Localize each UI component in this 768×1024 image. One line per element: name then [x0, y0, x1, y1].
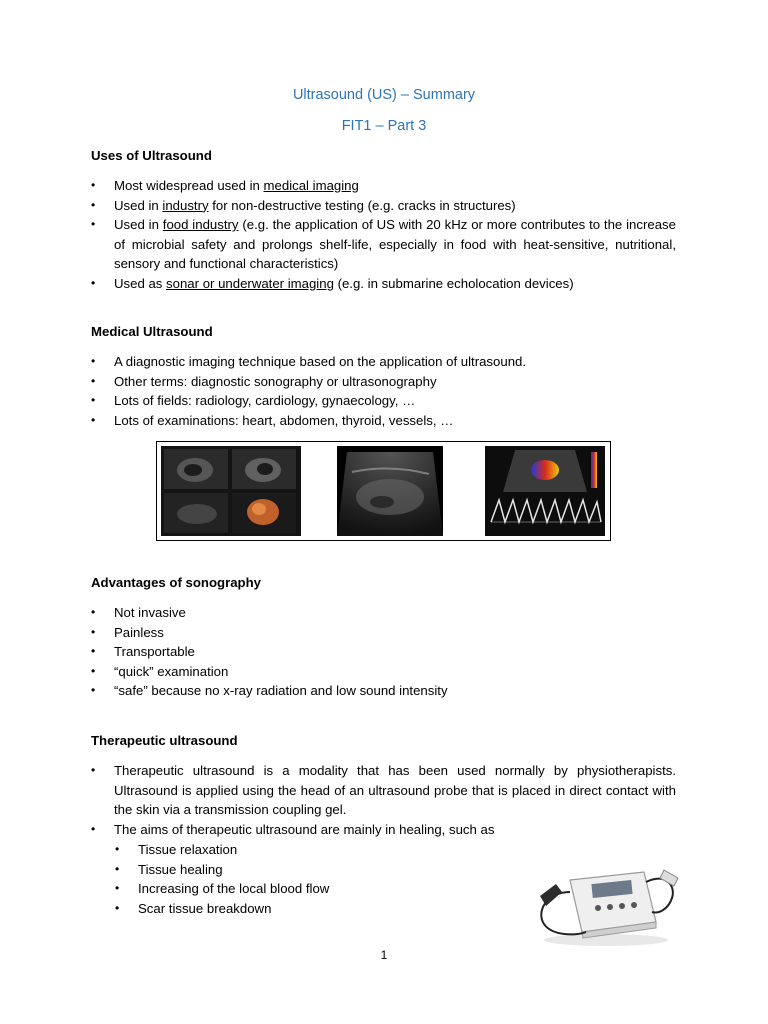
uses-list — [114, 176, 676, 294]
list-item: • Lots of fields: radiology, cardiology, gynaecology, … — [114, 391, 676, 411]
term-sonar: sonar or underwater imaging — [166, 275, 334, 291]
list-item: • Lots of examinations: heart, abdomen, thyroid, vessels, … — [114, 411, 676, 431]
heading-medical: Medical Ultrasound — [91, 324, 213, 339]
list-item: • Transportable — [114, 642, 676, 662]
list-item: • Most widespread used in medical imaging — [114, 176, 676, 196]
doppler-ultrasound-image — [485, 446, 605, 536]
heading-uses: Uses of Ultrasound — [91, 148, 212, 163]
list-item: • Increasing of the local blood flow — [138, 879, 518, 899]
list-item: • “quick” examination — [114, 662, 676, 682]
therapeutic-device-image — [526, 852, 686, 948]
heading-therapeutic: Therapeutic ultrasound — [91, 733, 238, 748]
ultrasound-images — [157, 442, 610, 540]
term-food-industry: food industry — [162, 217, 239, 233]
list-item: • Used as sonar or underwater imaging (e.g. in submarine echolocation devices) — [114, 274, 676, 294]
ultrasound-images-figure — [156, 441, 611, 541]
list-item: • A diagnostic imaging technique based on the application of ultrasound. — [114, 352, 676, 372]
medical-list — [114, 352, 676, 430]
list-item: • Used in food industry (e.g. the application of US with 20 kHz or more contributes to the increase of microbial safety and prolongs shelf-life, especially in food with heat-sensitive, nutritional, sensory and functional characteristics) — [114, 215, 676, 274]
therapeutic-list — [114, 761, 676, 839]
document-subtitle: FIT1 – Part 3 — [341, 118, 427, 134]
list-item: • Tissue relaxation — [138, 840, 518, 860]
list-item: • Painless — [114, 623, 676, 643]
list-item: • Other terms: diagnostic sonography or ultrasonography — [114, 372, 676, 392]
advantages-list — [114, 603, 676, 701]
list-item: • Not invasive — [114, 603, 676, 623]
list-item: • Tissue healing — [138, 860, 518, 880]
heading-advantages: Advantages of sonography — [91, 575, 261, 590]
term-medical-imaging: medical imaging — [263, 178, 359, 193]
list-item: • Therapeutic ultrasound is a modality that has been used normally by physiotherapists. Ultrasound is applied using the head of an ultrasound probe that is placed in direct contact with the skin via a transmission coupling gel. — [114, 761, 676, 820]
list-item: • Scar tissue breakdown — [138, 899, 518, 919]
list-item: • “safe” because no x-ray radiation and low sound intensity — [114, 681, 676, 701]
therapeutic-sublist — [138, 840, 518, 918]
page-number: 1 — [380, 948, 388, 962]
obstetric-ultrasound-image — [161, 446, 301, 536]
term-industry: industry — [162, 197, 209, 213]
list-item: • The aims of therapeutic ultrasound are mainly in healing, such as — [114, 820, 676, 840]
document-title: Ultrasound (US) – Summary — [292, 87, 476, 103]
abdominal-ultrasound-image — [337, 446, 443, 536]
list-item: • Used in industry for non-destructive testing (e.g. cracks in structures) — [114, 196, 676, 216]
